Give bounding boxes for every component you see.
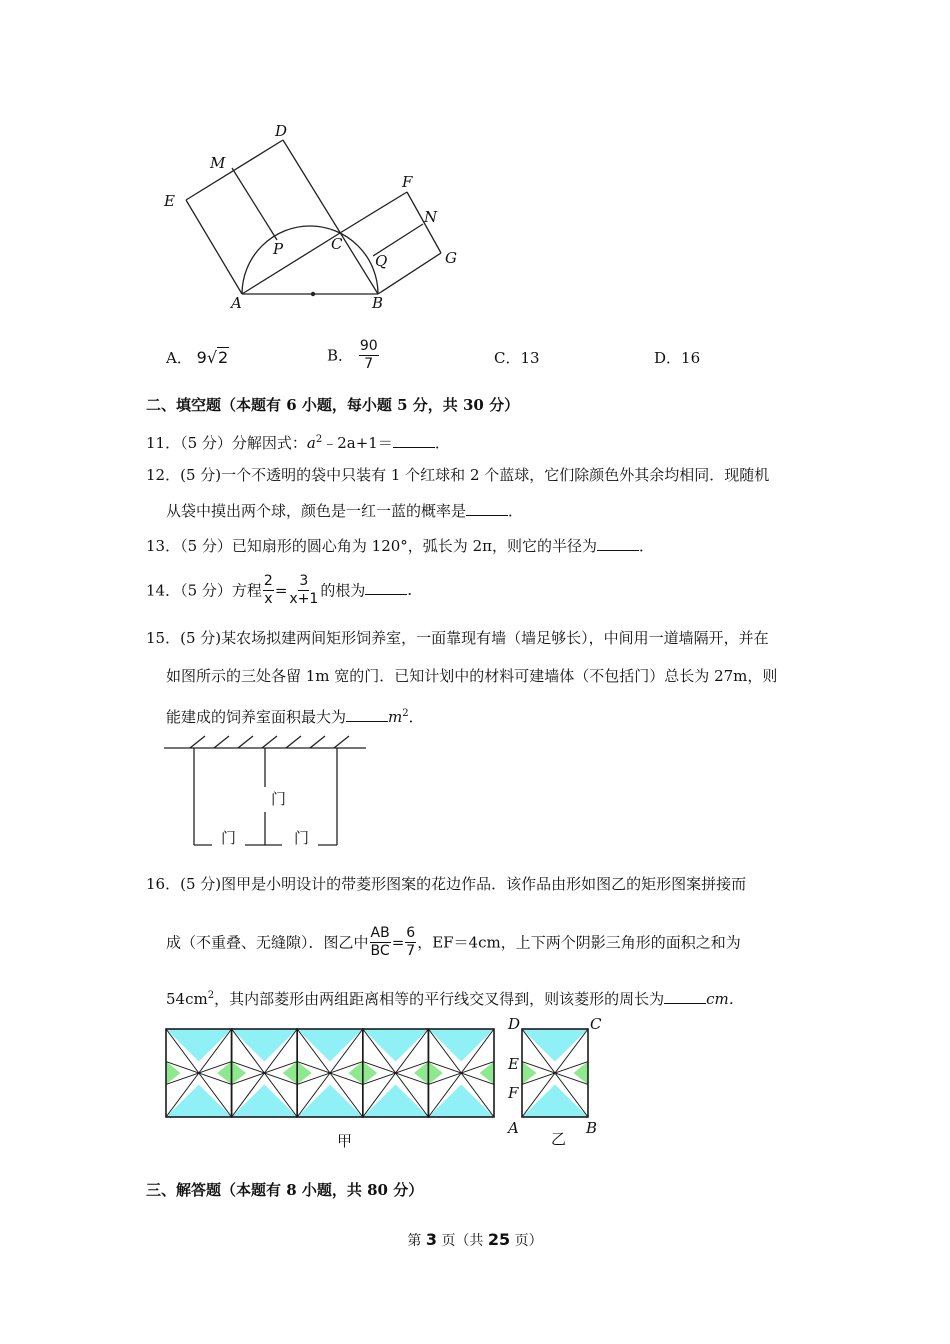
- pattern-tile-4: [363, 1029, 429, 1117]
- door-label-middle: 门: [271, 790, 287, 808]
- question-15-line1: 15．(5 分)某农场拟建两间矩形饲养室，一面靠现有墙（墙足够长），中间用一道墙隔开，并在: [146, 629, 769, 647]
- label-C: C: [590, 1015, 602, 1033]
- label-E: E: [508, 1055, 519, 1073]
- figure-yi-label: 乙: [551, 1130, 567, 1148]
- label-A: A: [508, 1119, 519, 1137]
- fraction-ab-bc: $\frac{AB}{BC}$: [370, 925, 390, 959]
- page-footer: 第 3 页（共 25 页）: [407, 1230, 543, 1249]
- option-b: B． $\frac{90}{7}$: [327, 338, 378, 372]
- label-B: B: [586, 1119, 598, 1137]
- label-F: F: [508, 1084, 519, 1102]
- fraction-1: $\frac{2}{x}$: [263, 573, 273, 607]
- label-E: E: [164, 192, 175, 210]
- question-11: 11．（5 分）分解因式：$a^2﹣2a+1=$ ．: [146, 434, 450, 452]
- answer-blank: [346, 707, 388, 722]
- geometry-figure: [150, 115, 470, 315]
- door-label-right: 门: [294, 829, 310, 847]
- pattern-tile-2: [232, 1029, 298, 1117]
- label-G: G: [445, 249, 457, 267]
- answer-blank: [393, 433, 435, 448]
- label-F: F: [402, 173, 413, 191]
- pattern-tile-5: [428, 1029, 494, 1117]
- pattern-tile-yi: [522, 1029, 588, 1117]
- border-pattern-figure: [160, 1010, 615, 1150]
- question-16-line3: $54cm^2$，其内部菱形由两组距离相等的平行线交叉得到，则该菱形的周长为 cm．: [166, 990, 744, 1008]
- question-12-line1: 12．(5 分)一个不透明的袋中只装有 1 个红球和 2 个蓝球，它们除颜色外其余均相同．现随机: [146, 466, 770, 484]
- label-A: A: [231, 294, 242, 312]
- label-C: C: [331, 235, 343, 253]
- question-13: 13．（5 分）已知扇形的圆心角为 120°，弧长为 2π，则它的半径为 ．: [146, 537, 654, 555]
- door-label-left: 门: [221, 829, 237, 847]
- option-a-value: 9√2: [196, 348, 229, 367]
- figure-jia-label: 甲: [337, 1132, 353, 1150]
- option-d: D．16: [654, 349, 701, 367]
- section3-heading: 三、解答题（本题有 8 小题，共 80 分）: [146, 1181, 424, 1199]
- option-b-fraction: $\frac{90}{7}$: [359, 338, 378, 372]
- question-12-line2: 从袋中摸出两个球，颜色是一红一蓝的概率是 ．: [166, 502, 524, 520]
- option-a: A． 9√2: [166, 348, 229, 367]
- answer-blank: [365, 580, 407, 595]
- answer-blank: [664, 989, 706, 1004]
- label-M: M: [210, 154, 226, 172]
- question-14: 14．（5 分）方程 $\frac{2}{x}$ = $\frac{3}{x+1}$ 的根为 ．: [146, 573, 423, 607]
- fraction-6-7: $\frac{6}{7}$: [406, 925, 416, 959]
- option-c: C．13: [494, 349, 540, 367]
- label-D: D: [275, 122, 288, 140]
- answer-blank: [466, 501, 508, 516]
- question-16-line2: 成（不重叠、无缝隙）．图乙中 $\frac{AB}{BC}$ = $\frac{6}{7}$ ，EF＝4cm，上下两个阴影三角形的面积之和为: [166, 925, 741, 959]
- pattern-tile-3: [297, 1029, 363, 1117]
- question-15-line3: 能建成的饲养室面积最大为 $m^2$．: [166, 708, 424, 726]
- barn-figure: [160, 735, 370, 850]
- section2-heading: 二、填空题（本题有 6 小题，每小题 5 分，共 30 分）: [146, 396, 520, 414]
- label-N: N: [424, 208, 438, 226]
- label-B: B: [372, 294, 384, 312]
- pattern-tile-1: [166, 1029, 232, 1117]
- label-P: P: [273, 240, 284, 258]
- fraction-2: $\frac{3}{x+1}$: [289, 573, 319, 607]
- label-Q: Q: [375, 252, 388, 270]
- question-15-line2: 如图所示的三处各留 1m 宽的门．已知计划中的材料可建墙体（不包括门）总长为 27m，则: [166, 667, 778, 685]
- label-D: D: [508, 1015, 521, 1033]
- question-16-line1: 16．(5 分)图甲是小明设计的带菱形图案的花边作品．该作品由形如图乙的矩形图案拼接而: [146, 875, 747, 893]
- answer-blank: [597, 536, 639, 551]
